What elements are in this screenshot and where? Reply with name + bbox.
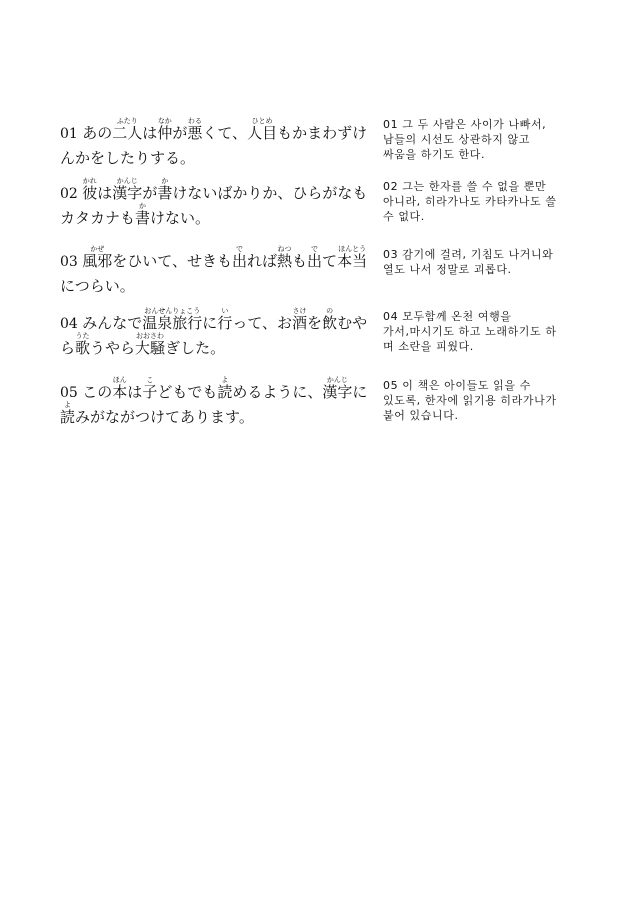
korean-translation-02: 02 그는 한자를 쓸 수 없을 뿐만 아니라, 히라가나도 카타카나도 쓸 수 없다.: [383, 180, 557, 223]
sentence-number: 03: [60, 254, 83, 270]
kanji-with-furigana: 書か: [135, 202, 151, 227]
japanese-sentence-04: 04 みんなで温泉旅行おんせんりょこうに行いって、お酒さけを飲のむやら歌うたうやら大騒おおさわぎした。: [60, 307, 368, 357]
kanji-with-furigana: 子こ: [142, 376, 158, 401]
kanji-with-furigana: 読よ: [217, 376, 233, 401]
kanji-with-furigana: 彼かれ: [82, 177, 98, 202]
kanji-with-furigana: 仲なか: [157, 117, 173, 142]
korean-translation-01: 01 그 두 사람은 사이가 나빠서, 남들의 시선도 상관하지 않고 싸움을 하기도 한다.: [383, 118, 547, 161]
kanji-with-furigana: 書か: [157, 177, 173, 202]
kanji-with-furigana: 本ほん: [112, 376, 128, 401]
kanji-with-furigana: 熱ねつ: [277, 245, 293, 270]
kanji-with-furigana: 歌うた: [75, 332, 91, 357]
sentence-number: 02: [60, 186, 83, 202]
kanji-with-furigana: 大騒おおさわ: [135, 332, 166, 357]
kanji-with-furigana: 読よ: [60, 401, 76, 426]
korean-translation-03: 03 감기에 걸려, 기침도 나거니와 열도 나서 정말로 괴롭다.: [383, 248, 554, 276]
sentence-number: 05: [60, 385, 83, 401]
kanji-with-furigana: 飲の: [322, 307, 338, 332]
kanji-with-furigana: 人目ひとめ: [247, 117, 278, 142]
kanji-with-furigana: 漢字かんじ: [322, 376, 353, 401]
kanji-with-furigana: 温泉旅行おんせんりょこう: [142, 307, 203, 332]
japanese-sentence-01: 01 あの二人ふたりは仲なかが悪わるくて、人目ひとめもかまわずけんかをしたりする。: [60, 117, 368, 167]
japanese-sentence-02: 02 彼かれは漢字かんじが書かけないばかりか、ひらがなもカタカナも書かけない。: [60, 177, 368, 227]
sentence-number: 04: [60, 316, 83, 332]
kanji-with-furigana: 酒さけ: [292, 307, 308, 332]
kanji-with-furigana: 行い: [217, 307, 233, 332]
kanji-with-furigana: 漢字かんじ: [112, 177, 143, 202]
sentence-number: 01: [60, 126, 83, 142]
japanese-sentence-03: 03 風邪かぜをひいて、せきも出でれば熱ねつも出でて本当ほんとうにつらい。: [60, 245, 368, 295]
korean-translation-04: 04 모두함께 온천 여행을 가서,마시기도 하고 노래하기도 하 며 소란을 피웠다.: [383, 310, 557, 353]
korean-translation-05: 05 이 책은 아이들도 읽을 수 있도록, 한자에 읽기용 히라가나가 붙어 있습니다.: [383, 379, 557, 422]
kanji-with-furigana: 出で: [307, 245, 323, 270]
kanji-with-furigana: 本当ほんとう: [337, 245, 368, 270]
kanji-with-furigana: 二人ふたり: [112, 117, 143, 142]
japanese-sentence-05: 05 この本ほんは子こどもでも読よめるように、漢字かんじに読よみがながつけてあります。: [60, 376, 368, 426]
kanji-with-furigana: 出で: [231, 245, 247, 270]
kanji-with-furigana: 風邪かぜ: [82, 245, 113, 270]
kanji-with-furigana: 悪わる: [187, 117, 203, 142]
